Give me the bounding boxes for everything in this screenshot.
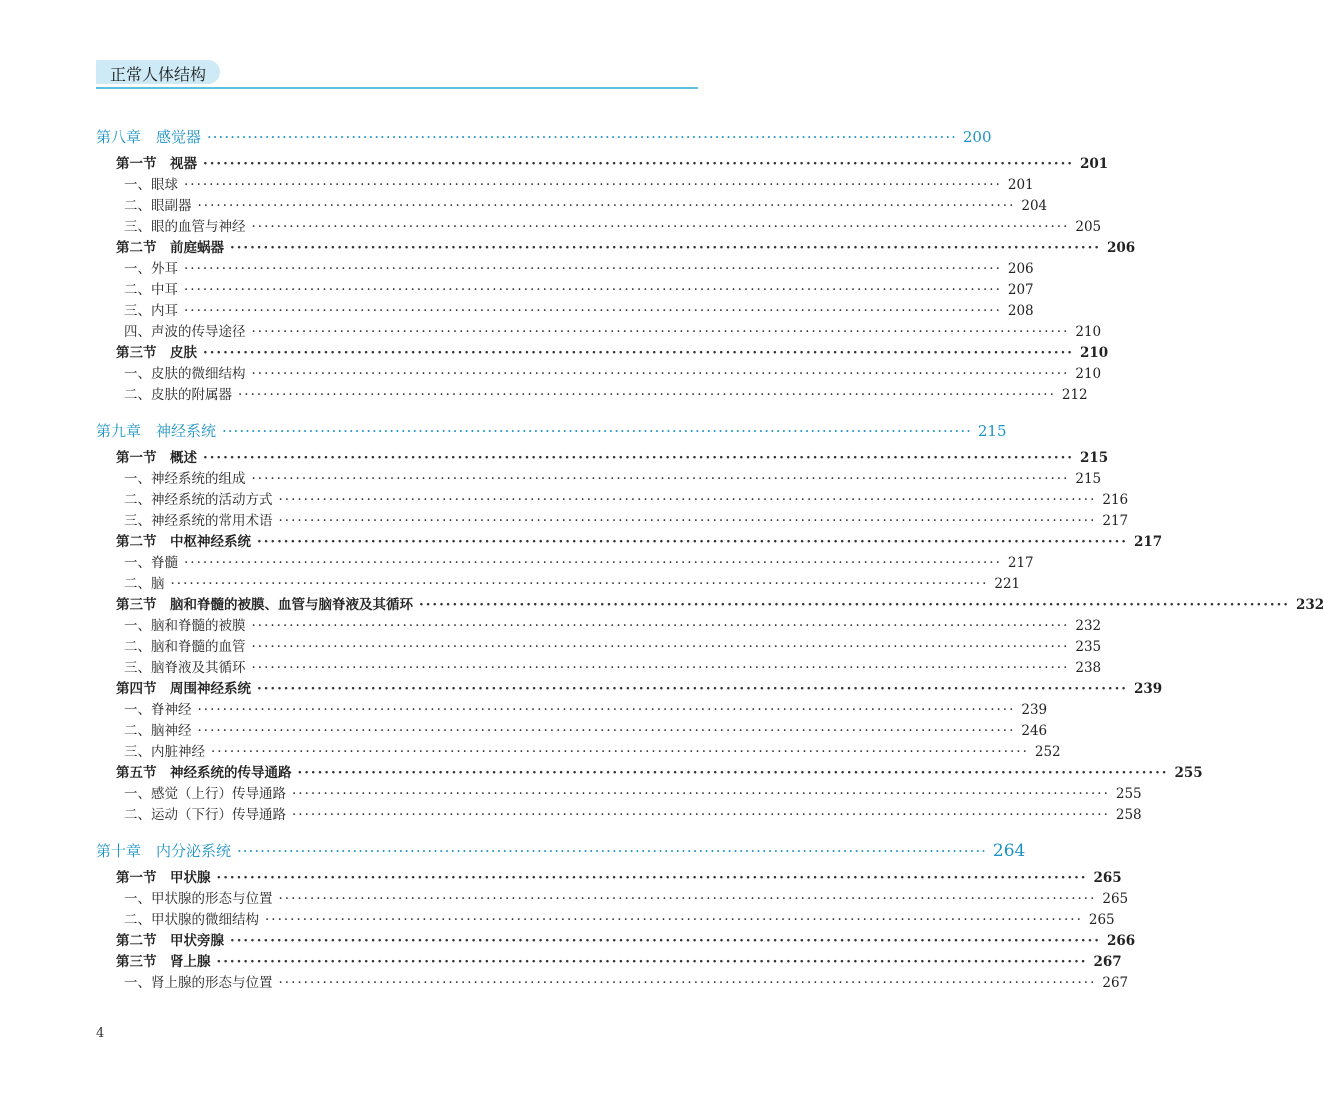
leader-dots: ·································································································································· <box>230 240 1101 256</box>
toc-page-number: 217 <box>1134 534 1163 550</box>
leader-dots: ·································································································································· <box>216 870 1088 886</box>
leader-dots: ·································································································································· <box>251 660 1070 676</box>
leader-dots: ·································································································································· <box>197 702 1016 718</box>
toc-page-number: 201 <box>1007 177 1034 193</box>
toc-page-number: 200 <box>962 128 992 146</box>
chapter-gap <box>96 404 688 414</box>
toc-page-number: 204 <box>1021 198 1048 214</box>
toc-page-number: 207 <box>1007 282 1034 298</box>
toc-item-row[interactable] <box>96 740 1061 761</box>
toc-section-row[interactable] <box>96 341 1109 362</box>
leader-dots: ·································································································································· <box>265 912 1083 928</box>
toc-page-number: 255 <box>1174 765 1203 781</box>
leader-dots: ·································································································································· <box>184 282 1002 298</box>
toc-section-title: 第二节 中枢神经系统 <box>116 534 251 550</box>
toc-item-row[interactable] <box>96 971 1129 992</box>
toc-item-title: 二、皮肤的附属器 <box>124 387 232 403</box>
toc-item-row[interactable] <box>96 299 1034 320</box>
toc-item-row[interactable] <box>96 509 1129 530</box>
leader-dots: ·································································································································· <box>203 450 1074 466</box>
toc-page-number: 258 <box>1115 807 1142 823</box>
toc-page-number: 239 <box>1134 681 1163 697</box>
toc-item-row[interactable] <box>96 278 1034 299</box>
toc-page-number: 212 <box>1061 387 1088 403</box>
leader-dots: ·································································································································· <box>251 219 1070 235</box>
toc-chapter-title: 第九章 神经系统 <box>96 422 217 440</box>
toc-chapter-row[interactable] <box>96 420 1007 446</box>
toc-page-number: 215 <box>1080 450 1109 466</box>
running-header <box>96 58 698 88</box>
toc-section-title: 第三节 皮肤 <box>116 345 197 361</box>
leader-dots: ·································································································································· <box>170 576 989 592</box>
toc-section-title: 第二节 甲状旁腺 <box>116 933 224 949</box>
toc-item-title: 一、脑和脊髓的被膜 <box>124 618 246 634</box>
toc-item-row[interactable] <box>96 467 1102 488</box>
leader-dots: ·································································································································· <box>203 345 1074 361</box>
leader-dots: ·································································································································· <box>203 156 1074 172</box>
toc-item-title: 三、脑脊液及其循环 <box>124 660 246 676</box>
toc-chapter-title: 第十章 内分泌系统 <box>96 842 232 860</box>
toc-section-title: 第一节 概述 <box>116 450 197 466</box>
toc-page-number: 238 <box>1075 660 1102 676</box>
toc-section-row[interactable] <box>96 677 1163 698</box>
toc-item-row[interactable] <box>96 383 1088 404</box>
toc-page-number: 210 <box>1080 345 1109 361</box>
toc-section-title: 第五节 神经系统的传导通路 <box>116 765 292 781</box>
toc-chapter-row[interactable] <box>96 840 1026 866</box>
toc-section-title: 第四节 周围神经系统 <box>116 681 251 697</box>
leader-dots: ·································································································································· <box>184 177 1002 193</box>
toc-item-title: 二、脑神经 <box>124 723 192 739</box>
toc-item-title: 三、内耳 <box>124 303 178 319</box>
toc-section-row[interactable] <box>96 593 1324 614</box>
toc-page-number: 267 <box>1093 954 1122 970</box>
toc-item-title: 二、运动（下行）传导通路 <box>124 807 286 823</box>
toc-item-title: 二、甲状腺的微细结构 <box>124 912 259 928</box>
leader-dots: ·································································································································· <box>197 198 1016 214</box>
leader-dots: ·································································································································· <box>238 387 1056 403</box>
toc-page-number: 235 <box>1075 639 1102 655</box>
toc-item-title: 三、眼的血管与神经 <box>124 219 246 235</box>
toc-page-number: 217 <box>1007 555 1034 571</box>
toc-page-number: 267 <box>1102 975 1129 991</box>
toc-page-number: 208 <box>1007 303 1034 319</box>
toc-page-number: 221 <box>994 576 1021 592</box>
toc-page-number: 206 <box>1007 261 1034 277</box>
toc-page-number: 210 <box>1075 366 1102 382</box>
toc-section-row[interactable] <box>96 236 1136 257</box>
toc-item-row[interactable] <box>96 908 1115 929</box>
toc-item-title: 三、内脏神经 <box>124 744 205 760</box>
toc-page-number: 265 <box>1102 891 1129 907</box>
toc-item-title: 一、感觉（上行）传导通路 <box>124 786 286 802</box>
leader-dots: ·································································································································· <box>278 492 1097 508</box>
toc-item-row[interactable] <box>96 173 1034 194</box>
toc-item-row[interactable] <box>96 551 1034 572</box>
leader-dots: ·································································································································· <box>211 744 1029 760</box>
book-title: 正常人体结构 <box>110 65 207 84</box>
toc-section-title: 第一节 甲状腺 <box>116 870 211 886</box>
toc-section-row[interactable] <box>96 866 1122 887</box>
toc-item-title: 一、眼球 <box>124 177 178 193</box>
toc-page-number: 217 <box>1102 513 1129 529</box>
leader-dots: ·································································································································· <box>297 765 1169 781</box>
toc-item-row[interactable] <box>96 719 1048 740</box>
toc-section-title: 第三节 脑和脊髓的被膜、血管与脑脊液及其循环 <box>116 597 413 613</box>
toc-item-row[interactable] <box>96 194 1048 215</box>
leader-dots: ·································································································································· <box>278 975 1097 991</box>
toc-page-number: 201 <box>1080 156 1109 172</box>
leader-dots: ·································································································································· <box>292 786 1110 802</box>
header-rule <box>96 87 698 89</box>
toc-item-title: 二、脑和脊髓的血管 <box>124 639 246 655</box>
toc-section-title: 第一节 视器 <box>116 156 197 172</box>
leader-dots: ·································································································································· <box>251 471 1070 487</box>
toc-page-number: 264 <box>992 841 1026 861</box>
leader-dots: ·································································································································· <box>278 513 1097 529</box>
toc-page-number: 205 <box>1075 219 1102 235</box>
toc-page-number: 232 <box>1075 618 1102 634</box>
toc-page-number: 266 <box>1107 933 1136 949</box>
leader-dots: ·································································································································· <box>222 422 972 440</box>
toc-item-row[interactable] <box>96 257 1034 278</box>
leader-dots: ·································································································································· <box>257 681 1128 697</box>
toc-item-row[interactable] <box>96 887 1129 908</box>
leader-dots: ·································································································································· <box>251 639 1070 655</box>
toc-page-number: 206 <box>1107 240 1136 256</box>
toc-page-number: 210 <box>1075 324 1102 340</box>
toc-section-row[interactable] <box>96 929 1136 950</box>
toc-item-row[interactable] <box>96 656 1102 677</box>
toc-item-title: 一、肾上腺的形态与位置 <box>124 975 273 991</box>
toc-page-number: 252 <box>1034 744 1061 760</box>
leader-dots: ·································································································································· <box>230 933 1101 949</box>
toc-item-title: 一、脊神经 <box>124 702 192 718</box>
toc-chapter-row[interactable] <box>96 126 992 152</box>
toc-section-row[interactable] <box>96 446 1109 467</box>
toc-item-row[interactable] <box>96 320 1102 341</box>
toc-item-row[interactable] <box>96 215 1102 236</box>
leader-dots: ·································································································································· <box>216 954 1088 970</box>
leader-dots: ·································································································································· <box>292 807 1110 823</box>
toc-section-row[interactable] <box>96 530 1163 551</box>
toc-section-title: 第二节 前庭蜗器 <box>116 240 224 256</box>
leader-dots: ·································································································································· <box>419 597 1290 613</box>
toc-item-title: 一、外耳 <box>124 261 178 277</box>
leader-dots: ·································································································································· <box>251 324 1070 340</box>
toc-item-title: 一、神经系统的组成 <box>124 471 246 487</box>
chapter-gap <box>96 824 688 834</box>
leader-dots: ·································································································································· <box>207 128 957 146</box>
toc-item-row[interactable] <box>96 782 1142 803</box>
toc-item-title: 二、脑 <box>124 576 165 592</box>
toc-section-row[interactable] <box>96 950 1122 971</box>
toc-item-title: 一、甲状腺的形态与位置 <box>124 891 273 907</box>
page-number: 4 <box>96 1026 105 1041</box>
leader-dots: ·································································································································· <box>278 891 1097 907</box>
leader-dots: ·································································································································· <box>237 842 987 860</box>
toc-item-title: 四、声波的传导途径 <box>124 324 246 340</box>
table-of-contents <box>96 120 1324 992</box>
toc-item-row[interactable] <box>96 635 1102 656</box>
toc-page-number: 265 <box>1093 870 1122 886</box>
toc-page-number: 255 <box>1115 786 1142 802</box>
toc-item-title: 一、皮肤的微细结构 <box>124 366 246 382</box>
leader-dots: ·································································································································· <box>184 555 1002 571</box>
toc-item-row[interactable] <box>96 488 1129 509</box>
leader-dots: ·································································································································· <box>184 303 1002 319</box>
leader-dots: ·································································································································· <box>197 723 1016 739</box>
toc-item-title: 二、眼副器 <box>124 198 192 214</box>
toc-page-number: 215 <box>1075 471 1102 487</box>
leader-dots: ·································································································································· <box>251 366 1070 382</box>
toc-chapter-title: 第八章 感觉器 <box>96 128 202 146</box>
toc-item-row[interactable] <box>96 362 1102 383</box>
toc-page-number: 215 <box>977 422 1007 440</box>
toc-page-number: 232 <box>1296 597 1324 613</box>
leader-dots: ·································································································································· <box>251 618 1070 634</box>
toc-section-row[interactable] <box>96 152 1109 173</box>
toc-item-row[interactable] <box>96 803 1142 824</box>
toc-item-title: 二、中耳 <box>124 282 178 298</box>
leader-dots: ·································································································································· <box>257 534 1128 550</box>
toc-section-title: 第三节 肾上腺 <box>116 954 211 970</box>
leader-dots: ·································································································································· <box>184 261 1002 277</box>
toc-page-number: 246 <box>1021 723 1048 739</box>
toc-page-number: 239 <box>1021 702 1048 718</box>
toc-item-row[interactable] <box>96 614 1102 635</box>
toc-item-title: 一、脊髓 <box>124 555 178 571</box>
toc-item-row[interactable] <box>96 698 1048 719</box>
toc-page-number: 216 <box>1102 492 1129 508</box>
toc-item-title: 三、神经系统的常用术语 <box>124 513 273 529</box>
toc-item-row[interactable] <box>96 572 1021 593</box>
toc-item-title: 二、神经系统的活动方式 <box>124 492 273 508</box>
toc-section-row[interactable] <box>96 761 1203 782</box>
toc-page-number: 265 <box>1088 912 1115 928</box>
